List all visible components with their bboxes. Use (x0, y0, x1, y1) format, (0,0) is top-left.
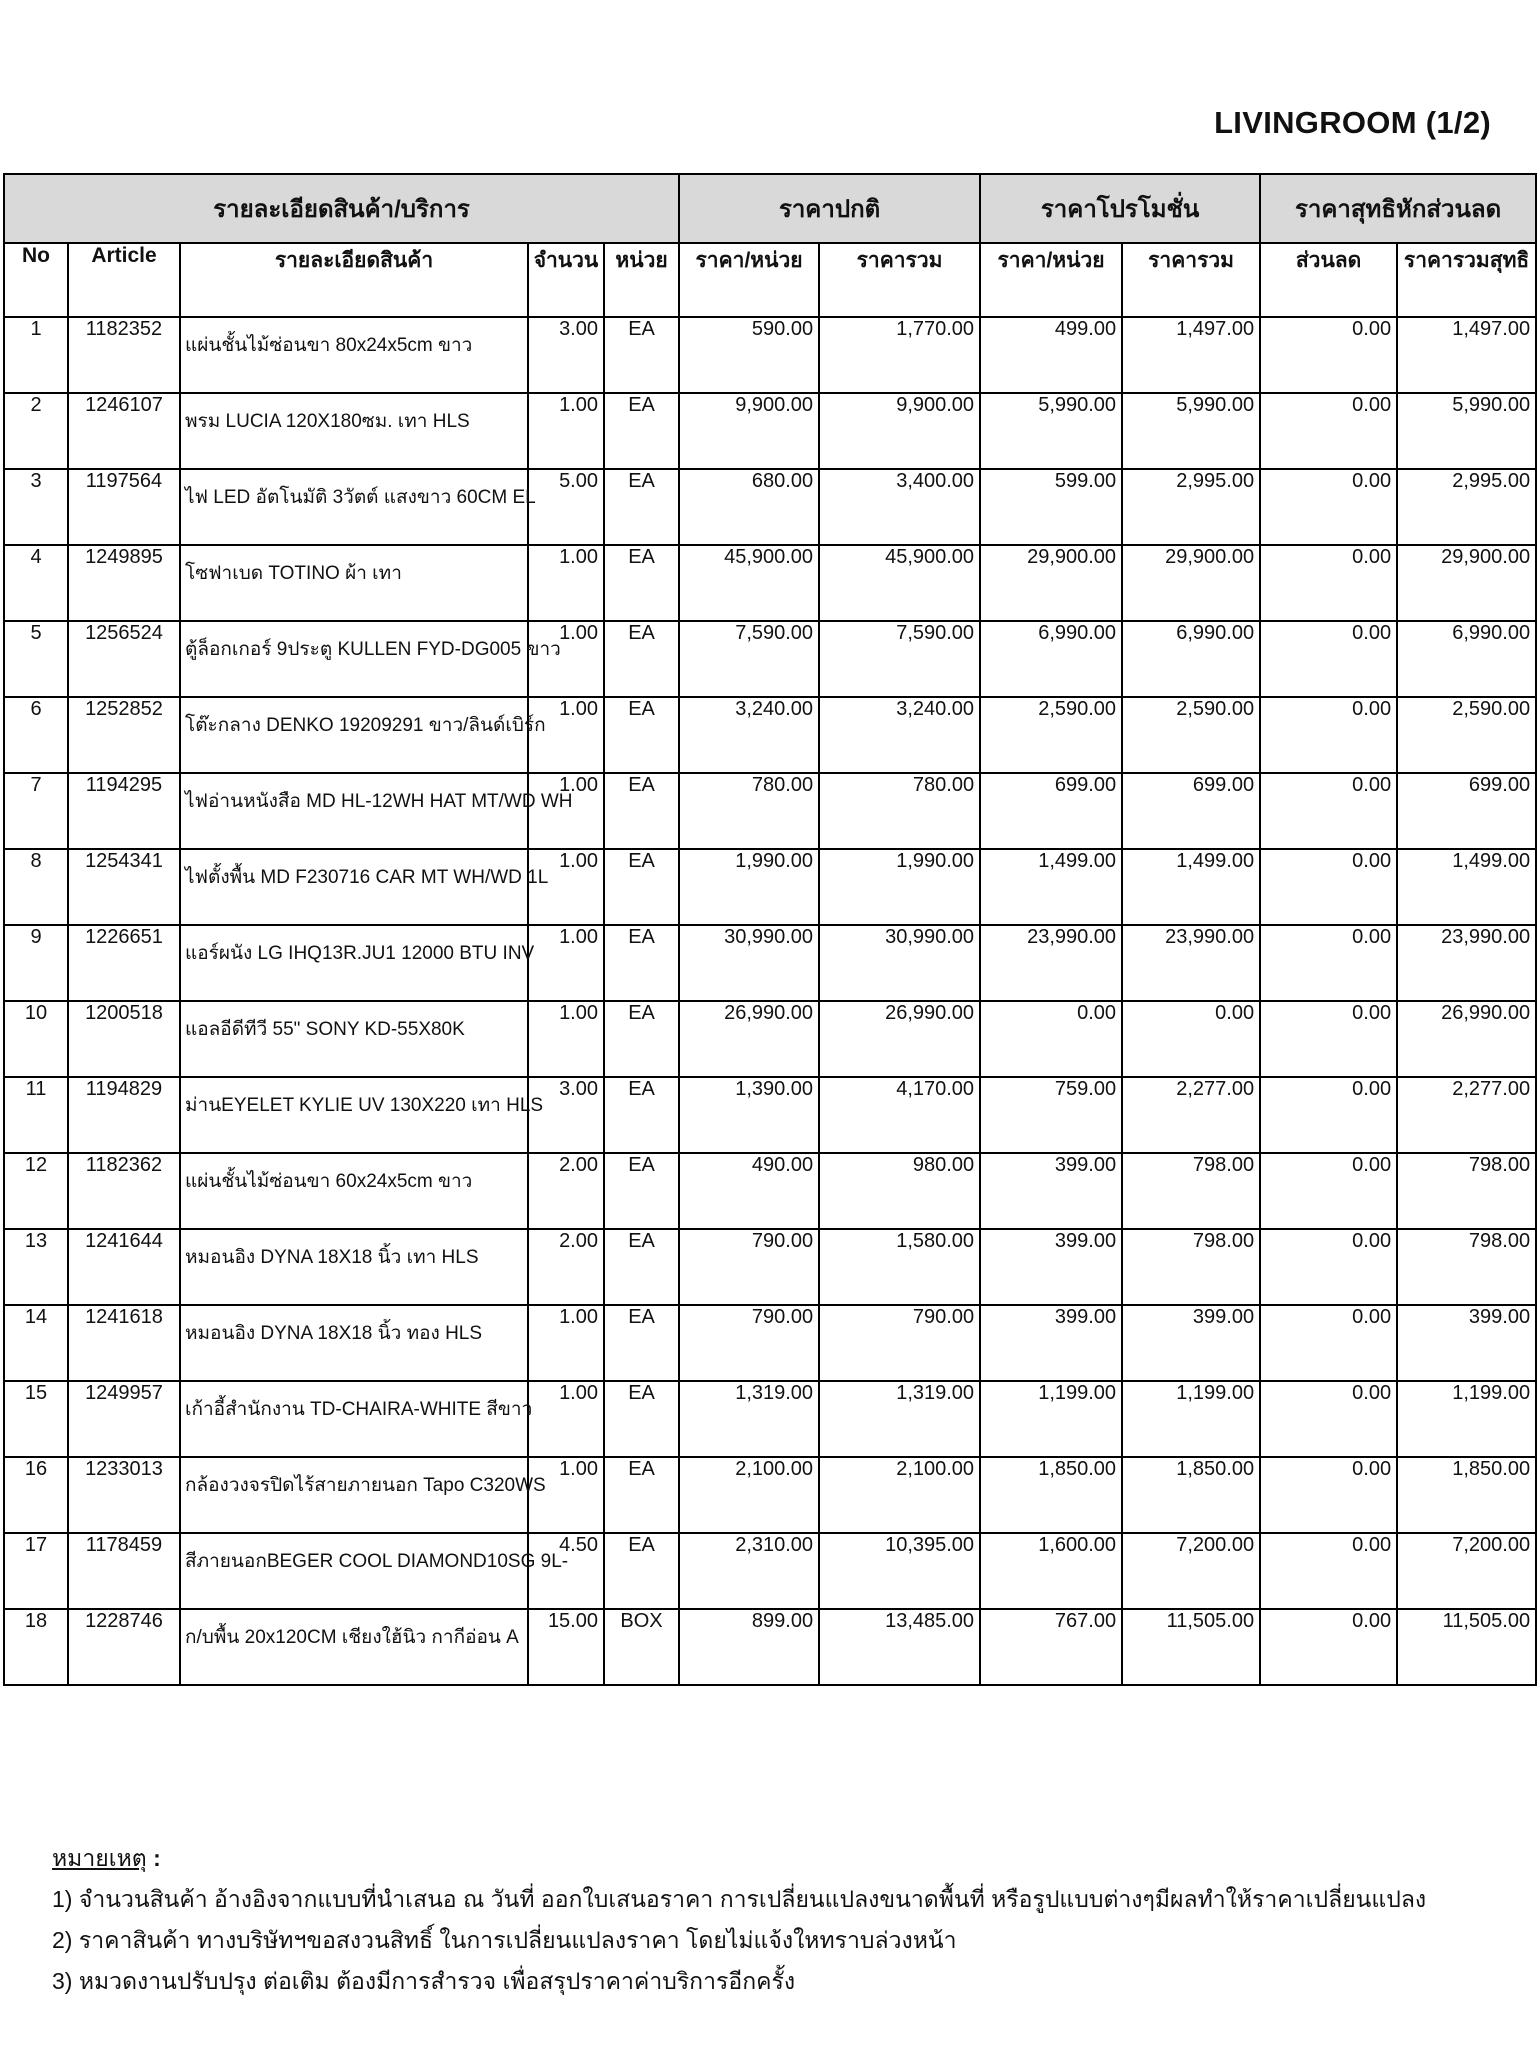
cell-reg-unit-price: 7,590.00 (679, 621, 819, 697)
cell-promo-total: 1,199.00 (1122, 1381, 1260, 1457)
cell-description: แอร์ผนัง LG IHQ13R.JU1 12000 BTU INV (180, 925, 528, 1001)
cell-unit: EA (604, 773, 679, 849)
cell-promo-unit-price: 23,990.00 (980, 925, 1122, 1001)
cell-promo-unit-price: 759.00 (980, 1077, 1122, 1153)
cell-article: 1241618 (68, 1305, 180, 1381)
cell-reg-total: 4,170.00 (819, 1077, 980, 1153)
cell-promo-unit-price: 1,499.00 (980, 849, 1122, 925)
cell-unit: EA (604, 1457, 679, 1533)
cell-reg-total: 13,485.00 (819, 1609, 980, 1685)
table-row (4, 1229, 1536, 1305)
table-row (4, 1001, 1536, 1077)
col-header-promo-unit-price: ราคา/หน่วย (980, 243, 1122, 317)
cell-qty: 5.00 (528, 469, 604, 545)
cell-description: สีภายนอกBEGER COOL DIAMOND10SG 9L- (180, 1533, 528, 1609)
cell-unit: EA (604, 1229, 679, 1305)
cell-discount: 0.00 (1260, 545, 1397, 621)
cell-unit: EA (604, 621, 679, 697)
cell-description: หมอนอิง DYNA 18X18 นิ้ว ทอง HLS (180, 1305, 528, 1381)
cell-net-total: 5,990.00 (1397, 393, 1536, 469)
cell-promo-unit-price: 2,590.00 (980, 697, 1122, 773)
cell-net-total: 1,199.00 (1397, 1381, 1536, 1457)
cell-qty: 1.00 (528, 773, 604, 849)
cell-reg-total: 780.00 (819, 773, 980, 849)
cell-reg-unit-price: 490.00 (679, 1153, 819, 1229)
cell-reg-unit-price: 9,900.00 (679, 393, 819, 469)
cell-unit: EA (604, 1305, 679, 1381)
table-row (4, 1609, 1536, 1685)
cell-description: ไฟตั้งพื้น MD F230716 CAR MT WH/WD 1L (180, 849, 528, 925)
cell-net-total: 11,505.00 (1397, 1609, 1536, 1685)
cell-no: 16 (4, 1457, 68, 1533)
table-row (4, 773, 1536, 849)
cell-unit: EA (604, 1533, 679, 1609)
cell-net-total: 2,995.00 (1397, 469, 1536, 545)
group-header-net-price: ราคาสุทธิหักส่วนลด (1260, 174, 1536, 243)
cell-no: 3 (4, 469, 68, 545)
cell-promo-total: 29,900.00 (1122, 545, 1260, 621)
col-header-net-total: ราคารวมสุทธิ (1397, 243, 1536, 317)
cell-description: กล้องวงจรปิดไร้สายภายนอก Tapo C320WS (180, 1457, 528, 1533)
table-body (4, 317, 1536, 1685)
cell-reg-unit-price: 899.00 (679, 1609, 819, 1685)
cell-description: ก/บพื้น 20x120CM เชียงใฮ้นิว กากีอ่อน A (180, 1609, 528, 1685)
cell-promo-unit-price: 1,600.00 (980, 1533, 1122, 1609)
cell-article: 1197564 (68, 469, 180, 545)
cell-net-total: 399.00 (1397, 1305, 1536, 1381)
cell-no: 4 (4, 545, 68, 621)
cell-no: 7 (4, 773, 68, 849)
cell-qty: 1.00 (528, 545, 604, 621)
cell-discount: 0.00 (1260, 621, 1397, 697)
table-row (4, 1533, 1536, 1609)
cell-unit: EA (604, 393, 679, 469)
cell-promo-unit-price: 399.00 (980, 1229, 1122, 1305)
cell-discount: 0.00 (1260, 1305, 1397, 1381)
cell-discount: 0.00 (1260, 849, 1397, 925)
cell-net-total: 29,900.00 (1397, 545, 1536, 621)
cell-description: โต๊ะกลาง DENKO 19209291 ขาว/ลินด์เบิร์ก (180, 697, 528, 773)
cell-discount: 0.00 (1260, 1001, 1397, 1077)
cell-article: 1241644 (68, 1229, 180, 1305)
note-item-2: 2) ราคาสินค้า ทางบริษัทฯขอสงวนสิทธิ์ ในการเปลี่ยนแปลงราคา โดยไม่แจ้งใหทราบล่วงหน้า (52, 1927, 957, 1953)
cell-unit: EA (604, 697, 679, 773)
notes-heading: หมายเหตุ (52, 1845, 147, 1871)
cell-reg-unit-price: 780.00 (679, 773, 819, 849)
cell-net-total: 798.00 (1397, 1153, 1536, 1229)
note-item-1: 1) จำนวนสินค้า อ้างอิงจากแบบที่นำเสนอ ณ วันที่ ออกใบเสนอราคา การเปลี่ยนแปลงขนาดพื้นที่ หรือรูปแบบต่างๆมีผลทำให้ราคาเปลี่ยนแปลง (52, 1886, 1427, 1912)
col-header-unit: หน่วย (604, 243, 679, 317)
cell-discount: 0.00 (1260, 469, 1397, 545)
cell-qty: 3.00 (528, 317, 604, 393)
col-header-discount: ส่วนลด (1260, 243, 1397, 317)
cell-article: 1252852 (68, 697, 180, 773)
cell-no: 11 (4, 1077, 68, 1153)
table-row (4, 469, 1536, 545)
cell-reg-total: 30,990.00 (819, 925, 980, 1001)
cell-reg-unit-price: 3,240.00 (679, 697, 819, 773)
cell-reg-total: 3,400.00 (819, 469, 980, 545)
col-header-description: รายละเอียดสินค้า (180, 243, 528, 317)
cell-article: 1256524 (68, 621, 180, 697)
cell-qty: 1.00 (528, 1001, 604, 1077)
table-row (4, 1153, 1536, 1229)
cell-promo-unit-price: 399.00 (980, 1305, 1122, 1381)
cell-reg-unit-price: 1,319.00 (679, 1381, 819, 1457)
cell-no: 9 (4, 925, 68, 1001)
col-header-article: Article (68, 243, 180, 317)
cell-reg-unit-price: 45,900.00 (679, 545, 819, 621)
cell-promo-unit-price: 767.00 (980, 1609, 1122, 1685)
cell-no: 12 (4, 1153, 68, 1229)
col-header-promo-total: ราคารวม (1122, 243, 1260, 317)
cell-unit: BOX (604, 1609, 679, 1685)
cell-qty: 1.00 (528, 1457, 604, 1533)
cell-article: 1249957 (68, 1381, 180, 1457)
table-row (4, 317, 1536, 393)
cell-discount: 0.00 (1260, 697, 1397, 773)
cell-article: 1254341 (68, 849, 180, 925)
cell-promo-total: 798.00 (1122, 1153, 1260, 1229)
cell-promo-total: 2,277.00 (1122, 1077, 1260, 1153)
cell-reg-total: 7,590.00 (819, 621, 980, 697)
cell-article: 1226651 (68, 925, 180, 1001)
cell-no: 8 (4, 849, 68, 925)
cell-reg-unit-price: 2,100.00 (679, 1457, 819, 1533)
cell-discount: 0.00 (1260, 1457, 1397, 1533)
cell-qty: 1.00 (528, 925, 604, 1001)
cell-unit: EA (604, 545, 679, 621)
table-row (4, 1305, 1536, 1381)
cell-article: 1182362 (68, 1153, 180, 1229)
cell-qty: 4.50 (528, 1533, 604, 1609)
cell-qty: 2.00 (528, 1153, 604, 1229)
cell-promo-total: 798.00 (1122, 1229, 1260, 1305)
cell-reg-unit-price: 790.00 (679, 1305, 819, 1381)
cell-net-total: 2,590.00 (1397, 697, 1536, 773)
col-header-reg-unit-price: ราคา/หน่วย (679, 243, 819, 317)
cell-promo-total: 5,990.00 (1122, 393, 1260, 469)
cell-article: 1194829 (68, 1077, 180, 1153)
cell-discount: 0.00 (1260, 1609, 1397, 1685)
cell-promo-total: 699.00 (1122, 773, 1260, 849)
cell-no: 5 (4, 621, 68, 697)
cell-promo-unit-price: 1,199.00 (980, 1381, 1122, 1457)
cell-promo-unit-price: 499.00 (980, 317, 1122, 393)
cell-description: แผ่นชั้นไม้ซ่อนขา 60x24x5cm ขาว (180, 1153, 528, 1229)
cell-net-total: 23,990.00 (1397, 925, 1536, 1001)
cell-promo-total: 1,850.00 (1122, 1457, 1260, 1533)
cell-promo-total: 2,590.00 (1122, 697, 1260, 773)
cell-promo-unit-price: 599.00 (980, 469, 1122, 545)
cell-unit: EA (604, 469, 679, 545)
cell-discount: 0.00 (1260, 393, 1397, 469)
cell-unit: EA (604, 849, 679, 925)
cell-reg-unit-price: 30,990.00 (679, 925, 819, 1001)
quotation-table (3, 173, 1537, 1686)
cell-description: โซฟาเบด TOTINO ผ้า เทา (180, 545, 528, 621)
cell-reg-total: 3,240.00 (819, 697, 980, 773)
cell-no: 17 (4, 1533, 68, 1609)
cell-reg-unit-price: 590.00 (679, 317, 819, 393)
cell-discount: 0.00 (1260, 925, 1397, 1001)
cell-no: 13 (4, 1229, 68, 1305)
cell-unit: EA (604, 317, 679, 393)
cell-promo-unit-price: 5,990.00 (980, 393, 1122, 469)
cell-article: 1246107 (68, 393, 180, 469)
cell-description: ตู้ล็อกเกอร์ 9ประตู KULLEN FYD-DG005 ขาว (180, 621, 528, 697)
cell-reg-unit-price: 680.00 (679, 469, 819, 545)
cell-qty: 15.00 (528, 1609, 604, 1685)
cell-reg-total: 2,100.00 (819, 1457, 980, 1533)
cell-discount: 0.00 (1260, 1533, 1397, 1609)
cell-no: 6 (4, 697, 68, 773)
cell-description: แผ่นชั้นไม้ซ่อนขา 80x24x5cm ขาว (180, 317, 528, 393)
cell-no: 14 (4, 1305, 68, 1381)
cell-net-total: 6,990.00 (1397, 621, 1536, 697)
cell-promo-total: 11,505.00 (1122, 1609, 1260, 1685)
cell-reg-unit-price: 1,390.00 (679, 1077, 819, 1153)
cell-reg-unit-price: 2,310.00 (679, 1533, 819, 1609)
table-row (4, 849, 1536, 925)
cell-reg-unit-price: 1,990.00 (679, 849, 819, 925)
cell-reg-total: 790.00 (819, 1305, 980, 1381)
cell-description: ไฟอ่านหนังสือ MD HL-12WH HAT MT/WD WH (180, 773, 528, 849)
table-row (4, 1457, 1536, 1533)
cell-reg-unit-price: 790.00 (679, 1229, 819, 1305)
cell-article: 1178459 (68, 1533, 180, 1609)
group-header-regular-price: ราคาปกติ (679, 174, 980, 243)
cell-description: เก้าอี้สำนักงาน TD-CHAIRA-WHITE สีขาว (180, 1381, 528, 1457)
group-header-promo-price: ราคาโปรโมชั่น (980, 174, 1260, 243)
cell-promo-unit-price: 0.00 (980, 1001, 1122, 1077)
cell-net-total: 2,277.00 (1397, 1077, 1536, 1153)
col-header-no: No (4, 243, 68, 317)
cell-no: 1 (4, 317, 68, 393)
cell-no: 18 (4, 1609, 68, 1685)
cell-no: 2 (4, 393, 68, 469)
cell-promo-total: 1,499.00 (1122, 849, 1260, 925)
cell-reg-total: 1,770.00 (819, 317, 980, 393)
cell-net-total: 1,850.00 (1397, 1457, 1536, 1533)
cell-qty: 1.00 (528, 697, 604, 773)
cell-qty: 1.00 (528, 1381, 604, 1457)
cell-no: 15 (4, 1381, 68, 1457)
cell-description: หมอนอิง DYNA 18X18 นิ้ว เทา HLS (180, 1229, 528, 1305)
cell-net-total: 7,200.00 (1397, 1533, 1536, 1609)
cell-promo-unit-price: 6,990.00 (980, 621, 1122, 697)
cell-promo-unit-price: 699.00 (980, 773, 1122, 849)
cell-net-total: 699.00 (1397, 773, 1536, 849)
cell-description: พรม LUCIA 120X180ซม. เทา HLS (180, 393, 528, 469)
group-header-details: รายละเอียดสินค้า/บริการ (4, 174, 679, 243)
cell-reg-total: 26,990.00 (819, 1001, 980, 1077)
cell-promo-unit-price: 399.00 (980, 1153, 1122, 1229)
cell-reg-total: 10,395.00 (819, 1533, 980, 1609)
cell-reg-total: 1,990.00 (819, 849, 980, 925)
cell-description: ไฟ LED อัตโนมัติ 3วัตต์ แสงขาว 60CM EL (180, 469, 528, 545)
cell-net-total: 798.00 (1397, 1229, 1536, 1305)
col-header-qty: จำนวน (528, 243, 604, 317)
cell-promo-total: 7,200.00 (1122, 1533, 1260, 1609)
notes-section (52, 1838, 1426, 2002)
cell-unit: EA (604, 1077, 679, 1153)
cell-promo-unit-price: 1,850.00 (980, 1457, 1122, 1533)
cell-net-total: 1,499.00 (1397, 849, 1536, 925)
cell-qty: 1.00 (528, 1305, 604, 1381)
cell-discount: 0.00 (1260, 1229, 1397, 1305)
cell-article: 1249895 (68, 545, 180, 621)
cell-no: 10 (4, 1001, 68, 1077)
cell-promo-total: 399.00 (1122, 1305, 1260, 1381)
cell-unit: EA (604, 1153, 679, 1229)
col-header-reg-total: ราคารวม (819, 243, 980, 317)
table-row (4, 621, 1536, 697)
cell-article: 1182352 (68, 317, 180, 393)
cell-article: 1194295 (68, 773, 180, 849)
cell-description: ม่านEYELET KYLIE UV 130X220 เทา HLS (180, 1077, 528, 1153)
cell-reg-total: 45,900.00 (819, 545, 980, 621)
table-row (4, 1077, 1536, 1153)
table-row (4, 545, 1536, 621)
cell-reg-total: 1,319.00 (819, 1381, 980, 1457)
table-row (4, 393, 1536, 469)
cell-promo-unit-price: 29,900.00 (980, 545, 1122, 621)
cell-unit: EA (604, 1381, 679, 1457)
cell-net-total: 1,497.00 (1397, 317, 1536, 393)
cell-qty: 2.00 (528, 1229, 604, 1305)
notes-heading-colon: : (153, 1845, 161, 1871)
cell-article: 1233013 (68, 1457, 180, 1533)
cell-qty: 1.00 (528, 393, 604, 469)
cell-promo-total: 1,497.00 (1122, 317, 1260, 393)
cell-net-total: 26,990.00 (1397, 1001, 1536, 1077)
page-title: LIVINGROOM (1/2) (1214, 105, 1491, 140)
cell-article: 1228746 (68, 1609, 180, 1685)
cell-unit: EA (604, 925, 679, 1001)
table-row (4, 925, 1536, 1001)
cell-discount: 0.00 (1260, 317, 1397, 393)
cell-article: 1200518 (68, 1001, 180, 1077)
cell-promo-total: 6,990.00 (1122, 621, 1260, 697)
cell-qty: 1.00 (528, 621, 604, 697)
cell-description: แอลอีดีทีวี 55" SONY KD-55X80K (180, 1001, 528, 1077)
cell-unit: EA (604, 1001, 679, 1077)
cell-reg-total: 9,900.00 (819, 393, 980, 469)
cell-qty: 1.00 (528, 849, 604, 925)
cell-discount: 0.00 (1260, 1153, 1397, 1229)
cell-reg-unit-price: 26,990.00 (679, 1001, 819, 1077)
cell-discount: 0.00 (1260, 773, 1397, 849)
cell-discount: 0.00 (1260, 1381, 1397, 1457)
cell-promo-total: 0.00 (1122, 1001, 1260, 1077)
cell-promo-total: 2,995.00 (1122, 469, 1260, 545)
cell-qty: 3.00 (528, 1077, 604, 1153)
table-row (4, 1381, 1536, 1457)
cell-discount: 0.00 (1260, 1077, 1397, 1153)
cell-promo-total: 23,990.00 (1122, 925, 1260, 1001)
cell-reg-total: 1,580.00 (819, 1229, 980, 1305)
table-row (4, 697, 1536, 773)
note-item-3: 3) หมวดงานปรับปรุง ต่อเติม ต้องมีการสำรวจ เพื่อสรุปราคาค่าบริการอีกครั้ง (52, 1968, 796, 1994)
cell-reg-total: 980.00 (819, 1153, 980, 1229)
